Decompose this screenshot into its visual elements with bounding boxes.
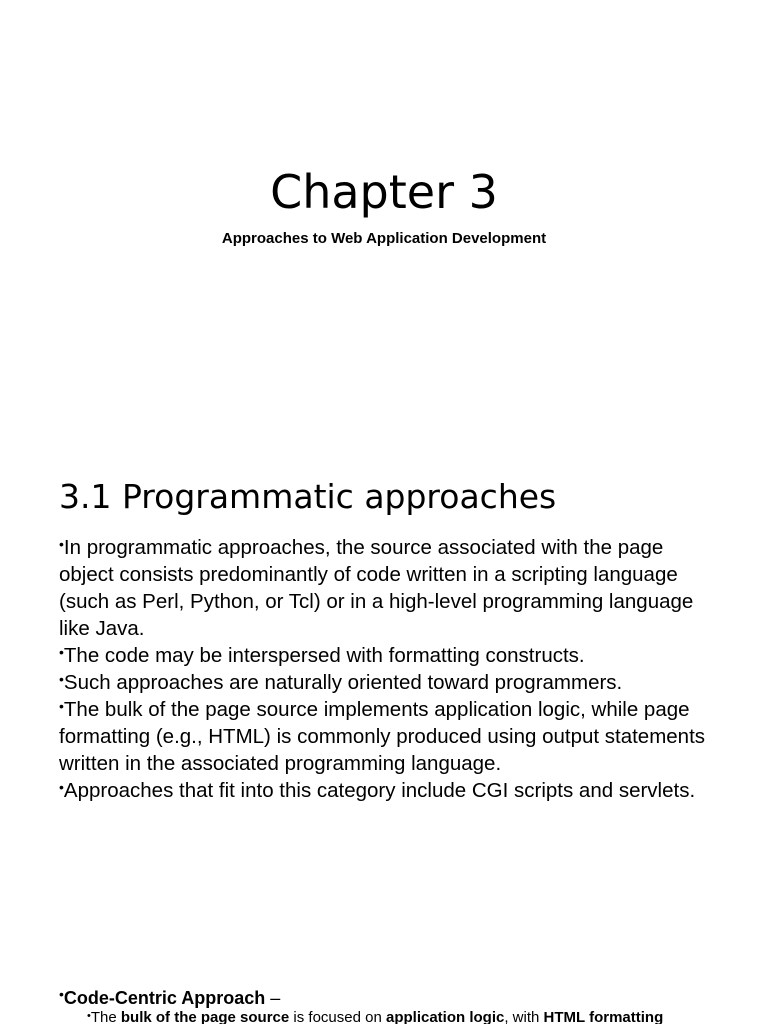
bullet-item	[59, 669, 719, 696]
chapter-subtitle: Approaches to Web Application Development	[221, 230, 547, 247]
bullet-item	[59, 534, 719, 642]
sub-text-2: is focused on	[289, 1009, 386, 1024]
chapter-title: Chapter 3	[270, 165, 498, 219]
bullet-text: In programmatic approaches, the source associated with the page object consists predominantly of code written in a scripting language (such as Perl, Python, or Tcl) or in a high-level programming language like Java.	[59, 536, 694, 640]
bullet-item	[59, 777, 719, 804]
bullet-dot: •	[59, 986, 64, 1002]
section-heading: 3.1 Programmatic approaches	[59, 477, 557, 516]
bullet-item	[59, 642, 719, 669]
bullet-dot: •	[87, 1010, 91, 1022]
code-centric-sub-bullet	[87, 1008, 747, 1024]
bullet-list	[59, 534, 719, 804]
sub-bold-3: HTML formatting	[543, 1009, 664, 1024]
code-centric-label: Code-Centric Approach	[63, 988, 266, 1008]
code-centric-heading	[59, 986, 749, 1010]
sub-bold-2: application logic	[385, 1009, 505, 1024]
sub-text-3: , with	[504, 1009, 544, 1024]
bullet-item	[59, 696, 719, 777]
code-centric-dash: –	[265, 988, 281, 1008]
bullet-text: Approaches that fit into this category include CGI scripts and servlets.	[63, 779, 696, 802]
sub-bold-1: bulk of the page source	[120, 1009, 290, 1024]
sub-text-1: The	[90, 1009, 121, 1024]
bullet-dot: •	[59, 698, 64, 714]
bullet-dot: •	[59, 644, 64, 660]
bullet-text: The code may be interspersed with formatting constructs.	[63, 644, 585, 667]
bullet-dot: •	[59, 671, 64, 687]
bullet-dot: •	[59, 536, 64, 552]
bullet-dot: •	[59, 779, 64, 795]
bullet-text: Such approaches are naturally oriented toward programmers.	[63, 671, 623, 694]
bullet-text: The bulk of the page source implements application logic, while page formatting (e.g., HTML) is commonly produced using output statements written in the associated programming language.	[59, 698, 706, 775]
